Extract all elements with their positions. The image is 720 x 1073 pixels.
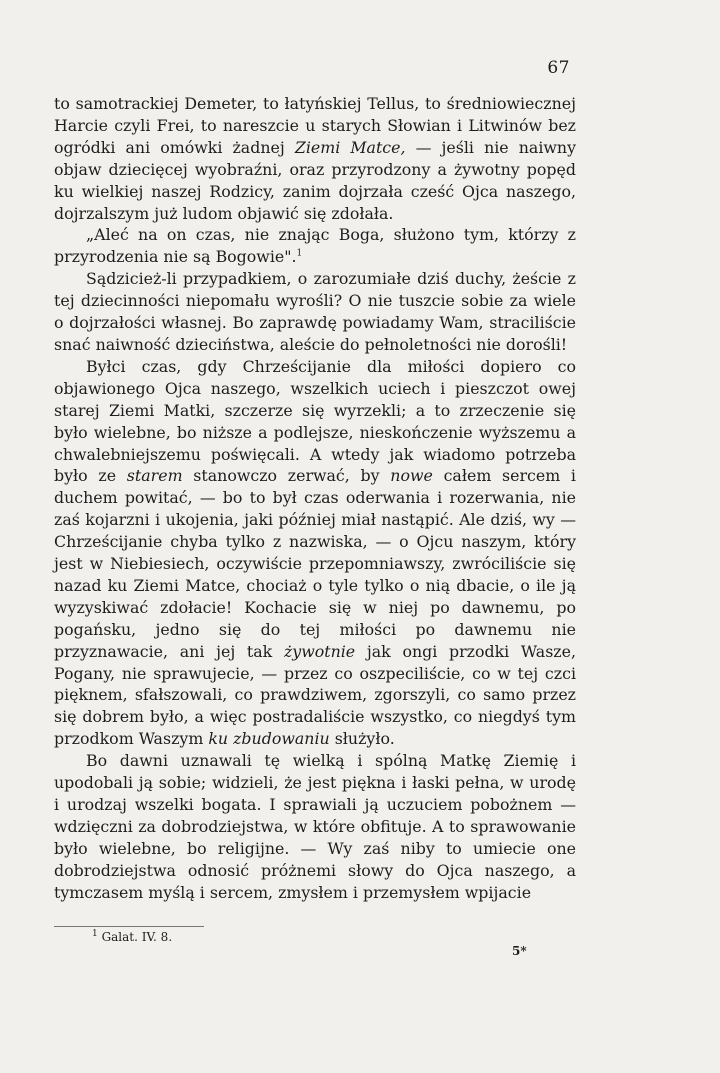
paragraph-1: to samotrackiej Demeter, to łatyńskiej Tellus, to średniowiecznej Harcie czyli Frei, to nareszcie u starych Słowian i Litwinów bez ogródki ani omówki żadnej Ziemi Matce, — jeśli nie naiwny objaw dziecięcej wyobraźni, oraz przyrodzony a żywotny popęd ku wielkiej naszej Rodzicy, zanim dojrzała cześć Ojca naszego, dojrzalszym już ludom objawić się zdołała. [54,94,576,223]
paragraph-2-quote: „Aleć na on czas, nie znając Boga, służono tym, którzy z przyrodzenia nie są Bogowie".$^1$ [54,225,576,267]
footnote-divider [54,926,204,927]
footnote-marker: 1 [92,929,98,939]
footnote-reference: 1 [296,249,303,260]
page-number: 67 [547,58,570,78]
body-text [54,93,576,904]
signature-mark: 5* [512,944,527,958]
paragraph-5: Bo dawni uznawali tę wielką i spólną Matkę Ziemię i upodobali ją sobie; widzieli, że jest piękna i łaski pełna, w urodę i urodzaj wszelki bogata. I sprawiali ją uczuciem pobożnem — wdzięczni za dobrodziejstwa, w które obfituje. A to sprawowanie było wielebne, bo religijne. — Wy zaś niby to umiecie one dobrodziejstwa odnosić próżnemi słowy do Ojca naszego, a tymczasem myślą i sercem, zmysłem i przemysłem wpijacie [54,751,576,902]
footnote [92,930,172,944]
paragraph-3: Sądzicież-li przypadkiem, o zarozumiałe dziś duchy, żeście z tej dziecinności niepomału wyrośli? O nie tuszcie sobie za wiele o dojrzałości własnej. Bo zaprawdę powiadamy Wam, straciliście snać naiwność dzieciństwa, aleście do pełnoletności nie dorośli! [54,269,576,354]
paragraph-4: Byłci czas, gdy Chrześcijanie dla miłości dopiero co objawionego Ojca naszego, wszelkich uciech i pieszczot owej starej Ziemi Matki, szczerze się wyrzekli; a to zrzeczenie się było wielebne, bo niższe a podlejsze, nieskończenie wyższemu a chwalebniejszemu poświęcali. A wtedy jak wiadomo potrzeba było ze starem stanowczo zerwać, by nowe całem sercem i duchem powitać, — bo to był czas oderwania i rozerwania, nie zaś kojarzni i ukojenia, jaki później miał nastąpić. Ale dziś, wy — Chrześcijanie chyba tylko z nazwiska, — o Ojcu naszym, który jest w Niebiesiech, oczywiście przepomniawszy, zwróciliście się nazad ku Ziemi Matce, chociaż o tyle tylko o nią dbacie, o ile ją wyzyskiwać zdołacie! Kochacie się w niej po dawnemu, po pogańsku, jedno się do tej miłości po dawnemu nie przyznawacie, ani jej tak żywotnie jak ongi przodki Wasze, Pogany, nie sprawujecie, — przez co oszpeciliście, co w tej czci pięknem, sfałszowali, co prawdziwem, zgorszyli, co samo przez się dobrem było, a więc postradaliście wszystko, co niegdyś tym przodkom Waszym ku zbudowaniu służyło. [54,356,576,749]
footnote-text: Galat. IV. 8. [101,930,173,944]
